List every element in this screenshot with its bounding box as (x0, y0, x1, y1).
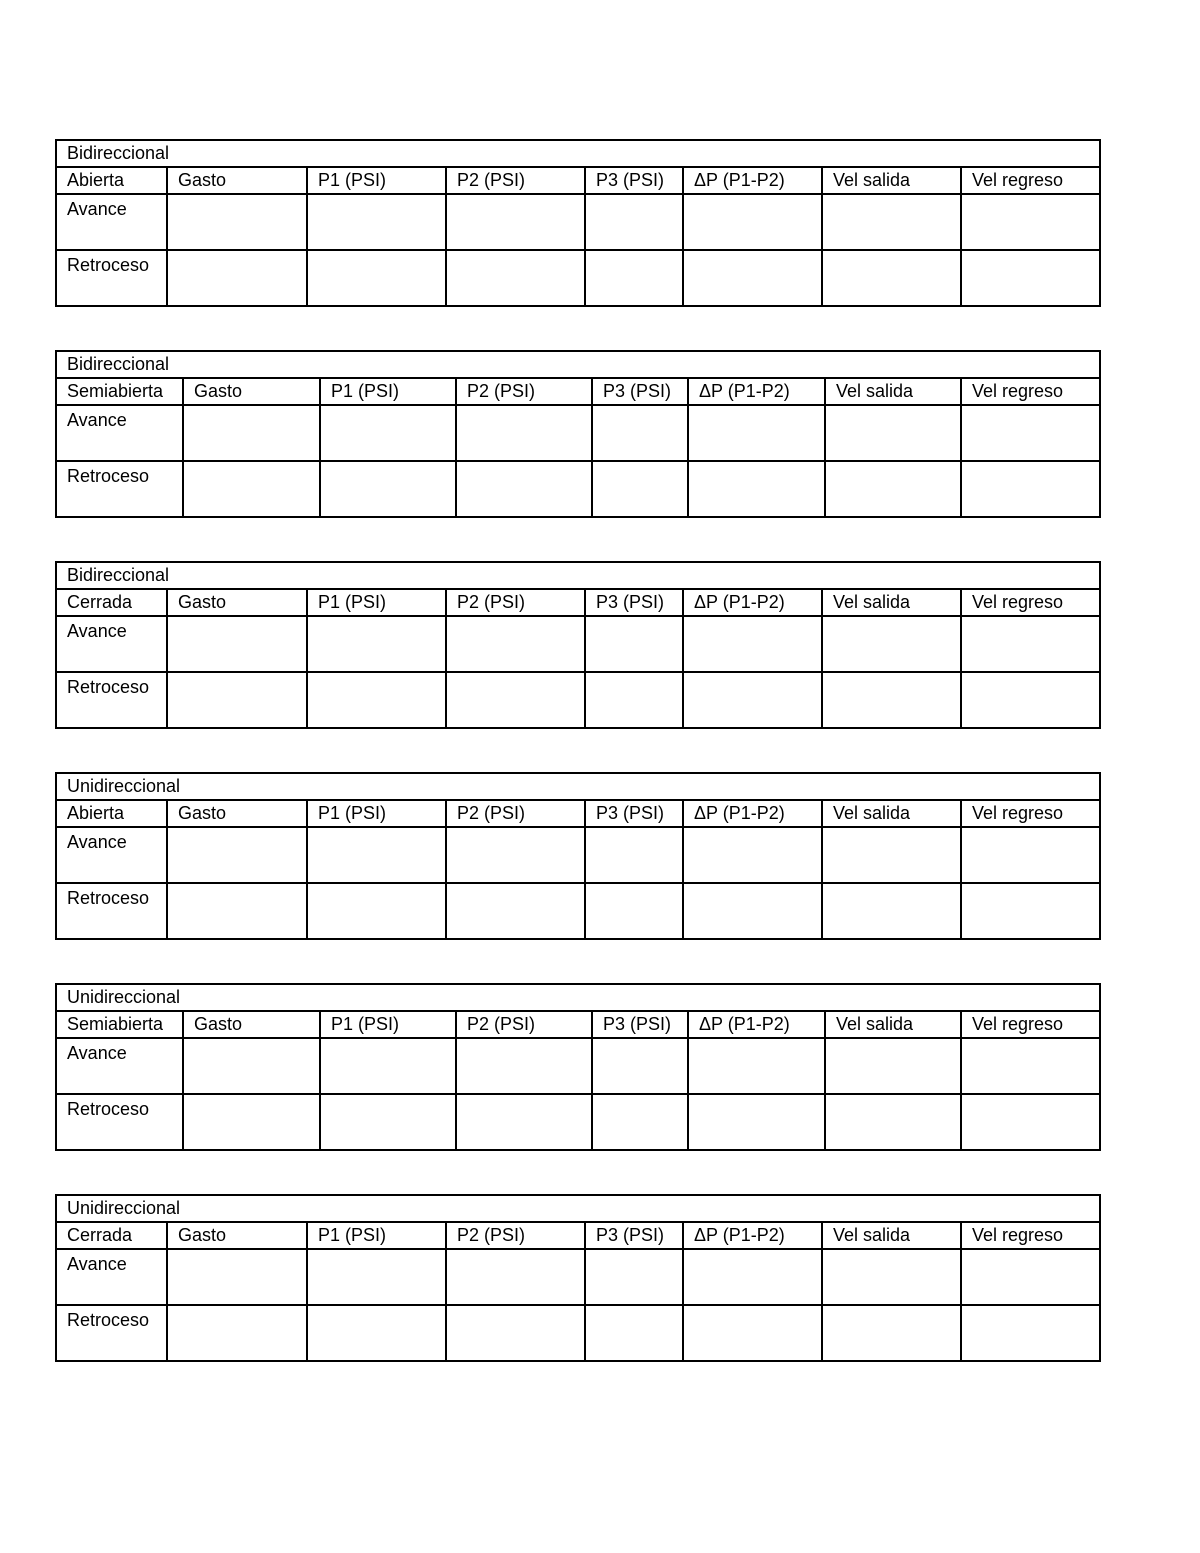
column-header: Vel salida (825, 1011, 961, 1038)
condition-label: Semiabierta (56, 378, 183, 405)
data-cell[interactable] (961, 461, 1100, 517)
data-cell[interactable] (683, 616, 822, 672)
column-header: P1 (PSI) (307, 589, 446, 616)
column-header: P2 (PSI) (456, 378, 592, 405)
data-cell[interactable] (961, 1249, 1100, 1305)
data-cell[interactable] (592, 1038, 688, 1094)
data-cell[interactable] (446, 672, 585, 728)
data-cell[interactable] (585, 672, 683, 728)
data-cell[interactable] (183, 461, 320, 517)
measurement-table (55, 139, 1101, 307)
row-label: Avance (56, 1249, 167, 1305)
column-header: Vel salida (825, 378, 961, 405)
data-cell[interactable] (961, 1038, 1100, 1094)
data-cell[interactable] (825, 1094, 961, 1150)
data-cell[interactable] (183, 1038, 320, 1094)
table-title: Bidireccional (56, 351, 1100, 378)
data-cell[interactable] (825, 461, 961, 517)
column-header: P2 (PSI) (446, 167, 585, 194)
data-cell[interactable] (446, 1305, 585, 1361)
row-label: Retroceso (56, 1094, 183, 1150)
condition-label: Semiabierta (56, 1011, 183, 1038)
row-label: Avance (56, 616, 167, 672)
column-header: ΔP (P1-P2) (688, 1011, 825, 1038)
column-header: Vel regreso (961, 800, 1100, 827)
data-cell[interactable] (307, 1249, 446, 1305)
row-label: Retroceso (56, 672, 167, 728)
data-cell[interactable] (822, 672, 961, 728)
data-cell[interactable] (183, 405, 320, 461)
data-cell[interactable] (320, 461, 456, 517)
column-header: Gasto (183, 1011, 320, 1038)
data-cell[interactable] (167, 672, 307, 728)
data-cell[interactable] (683, 1249, 822, 1305)
data-cell[interactable] (585, 194, 683, 250)
row-label: Avance (56, 405, 183, 461)
column-header: P3 (PSI) (592, 1011, 688, 1038)
data-cell[interactable] (307, 883, 446, 939)
condition-label: Cerrada (56, 589, 167, 616)
data-cell[interactable] (822, 250, 961, 306)
data-cell[interactable] (822, 194, 961, 250)
data-cell[interactable] (307, 827, 446, 883)
column-header: P3 (PSI) (585, 167, 683, 194)
data-cell[interactable] (683, 827, 822, 883)
data-cell[interactable] (688, 1038, 825, 1094)
column-header: Gasto (183, 378, 320, 405)
data-cell[interactable] (585, 250, 683, 306)
column-header: P1 (PSI) (307, 167, 446, 194)
table-title: Bidireccional (56, 140, 1100, 167)
data-cell[interactable] (446, 827, 585, 883)
data-cell[interactable] (688, 461, 825, 517)
data-cell[interactable] (456, 1038, 592, 1094)
data-cell[interactable] (446, 194, 585, 250)
column-header: Gasto (167, 167, 307, 194)
column-header: P1 (PSI) (320, 378, 456, 405)
measurement-table (55, 1194, 1101, 1362)
data-cell[interactable] (320, 1038, 456, 1094)
data-cell[interactable] (456, 461, 592, 517)
data-cell[interactable] (320, 405, 456, 461)
data-cell[interactable] (446, 1249, 585, 1305)
data-cell[interactable] (446, 616, 585, 672)
data-cell[interactable] (585, 1249, 683, 1305)
data-cell[interactable] (822, 827, 961, 883)
data-cell[interactable] (683, 672, 822, 728)
column-header: P2 (PSI) (446, 589, 585, 616)
data-cell[interactable] (683, 194, 822, 250)
column-header: ΔP (P1-P2) (683, 1222, 822, 1249)
data-cell[interactable] (585, 883, 683, 939)
column-header: Vel regreso (961, 1011, 1100, 1038)
column-header: P2 (PSI) (456, 1011, 592, 1038)
condition-label: Abierta (56, 800, 167, 827)
column-header: P1 (PSI) (307, 1222, 446, 1249)
data-cell[interactable] (307, 250, 446, 306)
column-header: Gasto (167, 589, 307, 616)
column-header: P3 (PSI) (592, 378, 688, 405)
data-cell[interactable] (167, 194, 307, 250)
data-cell[interactable] (446, 250, 585, 306)
data-cell[interactable] (683, 1305, 822, 1361)
data-cell[interactable] (688, 1094, 825, 1150)
data-cell[interactable] (585, 1305, 683, 1361)
data-cell[interactable] (961, 250, 1100, 306)
column-header: ΔP (P1-P2) (688, 378, 825, 405)
column-header: P1 (PSI) (307, 800, 446, 827)
column-header: P3 (PSI) (585, 589, 683, 616)
row-label: Retroceso (56, 1305, 167, 1361)
column-header: Vel regreso (961, 589, 1100, 616)
data-cell[interactable] (822, 1249, 961, 1305)
data-cell[interactable] (688, 405, 825, 461)
data-cell[interactable] (456, 1094, 592, 1150)
column-header: P1 (PSI) (320, 1011, 456, 1038)
data-cell[interactable] (592, 1094, 688, 1150)
row-label: Retroceso (56, 883, 167, 939)
data-cell[interactable] (446, 883, 585, 939)
table-title: Bidireccional (56, 562, 1100, 589)
data-cell[interactable] (307, 194, 446, 250)
data-cell[interactable] (961, 672, 1100, 728)
data-cell[interactable] (320, 1094, 456, 1150)
column-header: Vel salida (822, 800, 961, 827)
data-cell[interactable] (825, 405, 961, 461)
data-cell[interactable] (592, 461, 688, 517)
column-header: P3 (PSI) (585, 1222, 683, 1249)
data-cell[interactable] (961, 616, 1100, 672)
table-title: Unidireccional (56, 1195, 1100, 1222)
data-cell[interactable] (683, 883, 822, 939)
column-header: Vel regreso (961, 1222, 1100, 1249)
column-header: Gasto (167, 1222, 307, 1249)
data-cell[interactable] (167, 1305, 307, 1361)
column-header: P2 (PSI) (446, 800, 585, 827)
data-cell[interactable] (961, 405, 1100, 461)
measurement-table (55, 561, 1101, 729)
data-cell[interactable] (307, 672, 446, 728)
column-header: Vel salida (822, 589, 961, 616)
data-cell[interactable] (307, 1305, 446, 1361)
column-header: P3 (PSI) (585, 800, 683, 827)
row-label: Avance (56, 1038, 183, 1094)
measurement-table (55, 983, 1101, 1151)
column-header: Gasto (167, 800, 307, 827)
data-cell[interactable] (961, 1094, 1100, 1150)
data-cell[interactable] (822, 616, 961, 672)
data-cell[interactable] (183, 1094, 320, 1150)
data-cell[interactable] (167, 250, 307, 306)
measurement-table (55, 772, 1101, 940)
table-title: Unidireccional (56, 773, 1100, 800)
data-cell[interactable] (961, 827, 1100, 883)
column-header: ΔP (P1-P2) (683, 589, 822, 616)
row-label: Avance (56, 827, 167, 883)
condition-label: Cerrada (56, 1222, 167, 1249)
column-header: Vel salida (822, 1222, 961, 1249)
row-label: Avance (56, 194, 167, 250)
data-cell[interactable] (307, 616, 446, 672)
data-cell[interactable] (167, 616, 307, 672)
data-cell[interactable] (592, 405, 688, 461)
data-cell[interactable] (585, 827, 683, 883)
data-cell[interactable] (961, 194, 1100, 250)
data-cell[interactable] (167, 883, 307, 939)
column-header: ΔP (P1-P2) (683, 167, 822, 194)
data-cell[interactable] (456, 405, 592, 461)
row-label: Retroceso (56, 461, 183, 517)
column-header: Vel salida (822, 167, 961, 194)
data-cell[interactable] (683, 250, 822, 306)
data-cell[interactable] (167, 1249, 307, 1305)
column-header: ΔP (P1-P2) (683, 800, 822, 827)
data-cell[interactable] (167, 827, 307, 883)
column-header: Vel regreso (961, 378, 1100, 405)
column-header: Vel regreso (961, 167, 1100, 194)
data-cell[interactable] (961, 883, 1100, 939)
table-title: Unidireccional (56, 984, 1100, 1011)
condition-label: Abierta (56, 167, 167, 194)
row-label: Retroceso (56, 250, 167, 306)
data-cell[interactable] (585, 616, 683, 672)
data-cell[interactable] (961, 1305, 1100, 1361)
data-cell[interactable] (822, 883, 961, 939)
data-cell[interactable] (825, 1038, 961, 1094)
data-cell[interactable] (822, 1305, 961, 1361)
column-header: P2 (PSI) (446, 1222, 585, 1249)
measurement-table (55, 350, 1101, 518)
